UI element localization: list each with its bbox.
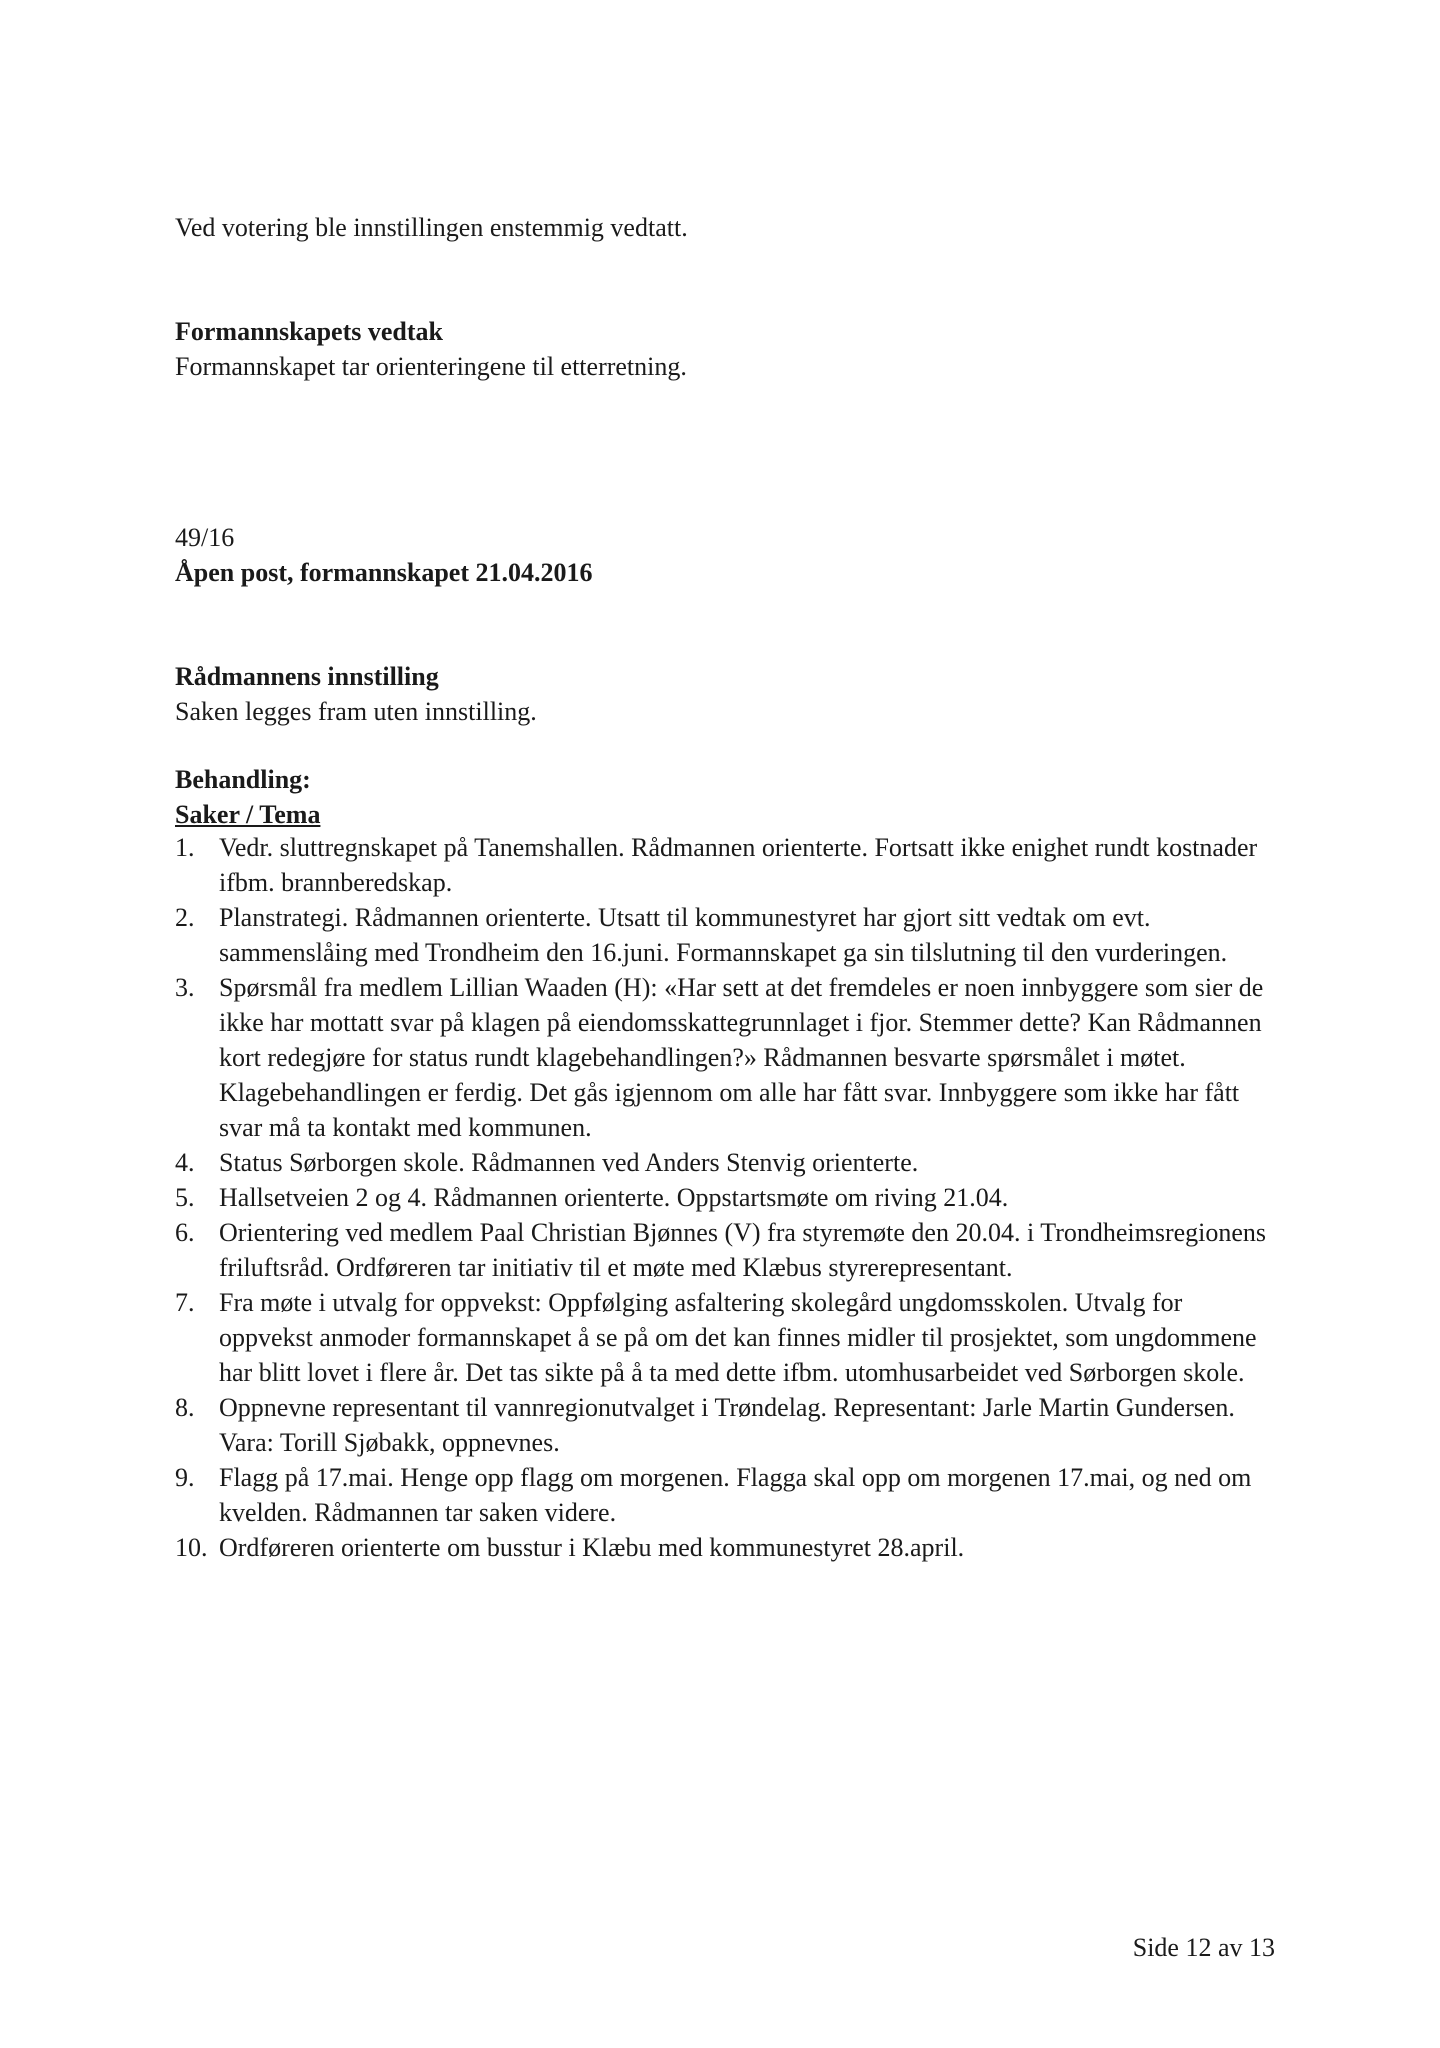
list-item-text: Hallsetveien 2 og 4. Rådmannen orienterte. Oppstartsmøte om riving 21.04. (219, 1183, 1009, 1212)
list-item (175, 1530, 1275, 1565)
list-item-text: Status Sørborgen skole. Rådmannen ved Anders Stenvig orienterte. (219, 1148, 919, 1177)
list-item (175, 1215, 1275, 1285)
list-item-number: 7. (175, 1288, 195, 1317)
list-item-number: 10. (175, 1533, 208, 1562)
behandling-heading: Behandling: (175, 765, 311, 794)
vedtak-text: Formannskapet tar orienteringene til etterretning. (175, 352, 687, 381)
list-item (175, 1145, 1275, 1180)
list-item-number: 5. (175, 1183, 195, 1212)
voting-result-text: Ved votering ble innstillingen enstemmig vedtatt. (175, 213, 688, 242)
case-number: 49/16 (175, 523, 235, 552)
list-item-text: Vedr. sluttregnskapet på Tanemshallen. Rådmannen orienterte. Fortsatt ikke enighet rundt kostnader ifbm. brannberedskap. (219, 833, 1258, 897)
list-item-number: 3. (175, 973, 195, 1002)
list-item (175, 900, 1275, 970)
list-item-text: Planstrategi. Rådmannen orienterte. Utsatt til kommunestyret har gjort sitt vedtak om evt. sammenslåing med Trondheim den 16.juni. Formannskapet ga sin tilslutning til den vurderingen. (219, 903, 1228, 967)
list-item (175, 1180, 1275, 1215)
list-item-number: 6. (175, 1218, 195, 1247)
list-item (175, 830, 1275, 900)
innstilling-text: Saken legges fram uten innstilling. (175, 697, 537, 726)
list-item-text: Spørsmål fra medlem Lillian Waaden (H): «Har sett at det fremdeles er noen innbyggere som sier de ikke har mottatt svar på klagen på eiendomsskattegrunnlaget i fjor. Stemmer dette? Kan Rådmannen kort redegjøre for status rundt klagebehandlingen?» Rådmannen besvarte spørsmålet i møtet. Klagebehandlingen er ferdig. Det gås igjennom om alle har fått svar. Innbyggere som ikke har fått svar må ta kontakt med kommunen. (219, 973, 1264, 1142)
innstilling-heading: Rådmannens innstilling (175, 662, 439, 691)
list-item (175, 1390, 1275, 1460)
list-item-text: Fra møte i utvalg for oppvekst: Oppfølging asfaltering skolegård ungdomsskolen. Utvalg for oppvekst anmoder formannskapet å se på om det kan finnes midler til prosjektet, som ungdommene har blitt lovet i flere år. Det tas sikte på å ta med dette ifbm. utomhusarbeidet ved Sørborgen skole. (219, 1288, 1257, 1387)
list-item-number: 9. (175, 1463, 195, 1492)
vedtak-heading: Formannskapets vedtak (175, 317, 443, 346)
list-item (175, 970, 1275, 1145)
list-item (175, 1460, 1275, 1530)
list-item-text: Flagg på 17.mai. Henge opp flagg om morgenen. Flagga skal opp om morgenen 17.mai, og ned om kvelden. Rådmannen tar saken videre. (219, 1463, 1252, 1527)
list-item-number: 8. (175, 1393, 195, 1422)
list-item-text: Orientering ved medlem Paal Christian Bjønnes (V) fra styremøte den 20.04. i Trondheimsregionens friluftsråd. Ordføreren tar initiativ til et møte med Klæbus styrerepresentant. (219, 1218, 1267, 1282)
saker-tema-subheading: Saker / Tema (175, 800, 321, 829)
list-item-text: Oppnevne representant til vannregionutvalget i Trøndelag. Representant: Jarle Martin Gundersen. Vara: Torill Sjøbakk, oppnevnes. (219, 1393, 1235, 1457)
page-number-footer: Side 12 av 13 (1132, 1933, 1275, 1962)
list-item-number: 1. (175, 833, 195, 862)
case-title: Åpen post, formannskapet 21.04.2016 (175, 558, 593, 587)
list-item-number: 2. (175, 903, 195, 932)
agenda-list (175, 830, 1275, 1565)
list-item-number: 4. (175, 1148, 195, 1177)
list-item-text: Ordføreren orienterte om busstur i Klæbu med kommunestyret 28.april. (219, 1533, 965, 1562)
list-item (175, 1285, 1275, 1390)
